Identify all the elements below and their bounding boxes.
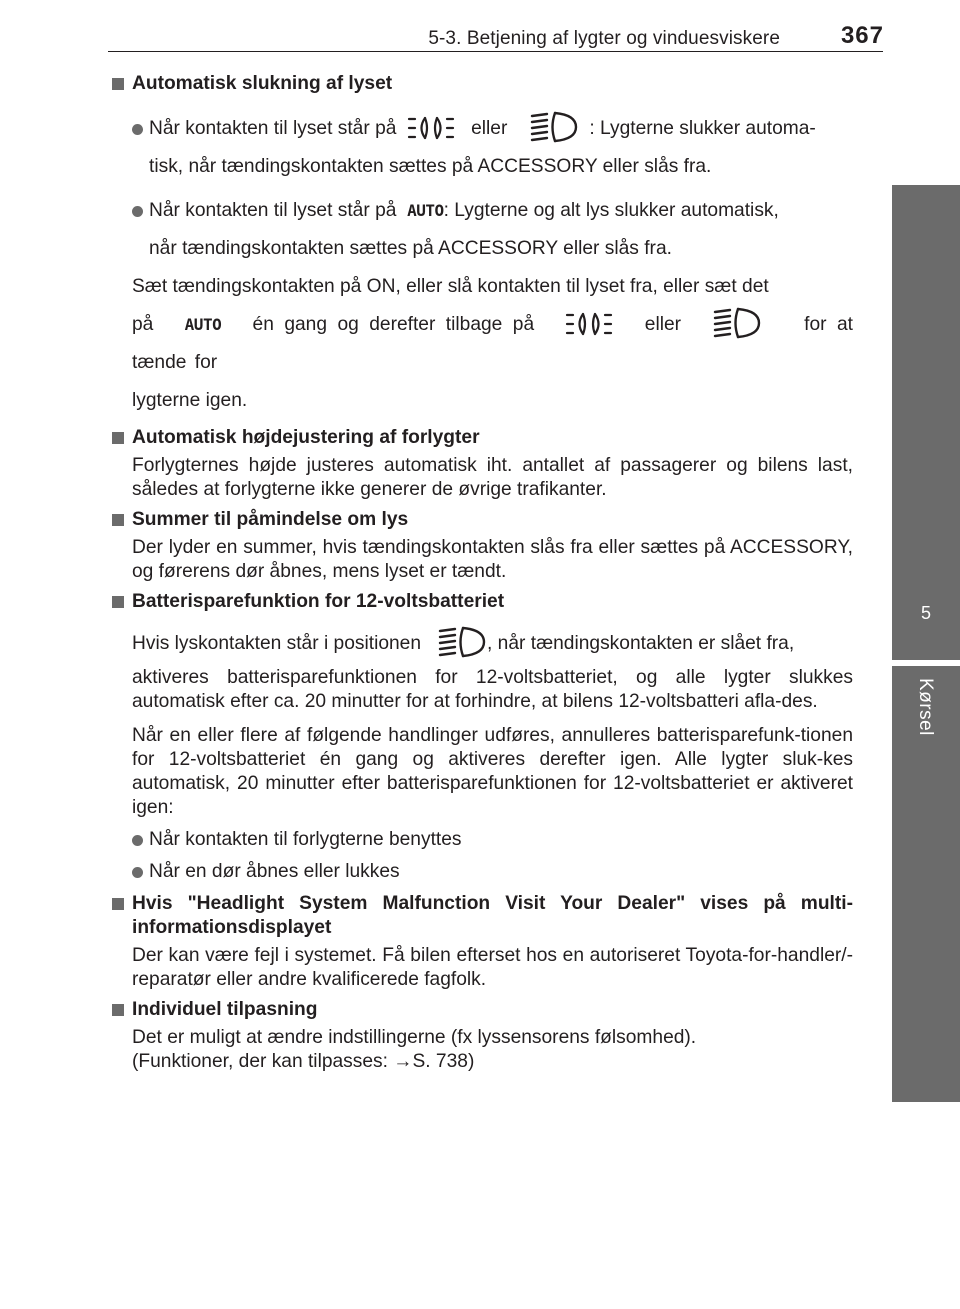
page-content	[112, 72, 853, 1074]
chapter-label-tab	[892, 666, 960, 1102]
paragraph: Når en eller flere af følgende handlinger udføres, annulleres batterisparefunk-tionen for 12-voltsbatteriet én gang og aktiveres derefter igen. Alle lygter sluk-kes automatisk, 20 minutter efter batterisparefunktionen for 12-voltsbatteriet er aktiveret igen:	[132, 725, 853, 818]
circle-bullet-icon	[132, 835, 143, 846]
chapter-label: Kørsel	[915, 678, 936, 736]
section-heading	[112, 590, 853, 614]
paragraph: (Funktioner, der kan tilpasses: →S. 738)	[132, 1051, 475, 1072]
square-bullet-icon	[112, 596, 124, 608]
page-number: 367	[840, 22, 884, 49]
bullet-item: Når kontakten til lyset står på eller : Lygterne slukker automa- tisk, når tændingskontakten sættes på ACCESSORY eller slås fra.	[112, 110, 853, 186]
heading-text: Automatisk højdejustering af forlygter	[132, 427, 480, 448]
chapter-number-tab	[892, 185, 960, 660]
bullet-item: Når en dør åbnes eller lukkes	[112, 860, 853, 884]
square-bullet-icon	[112, 78, 124, 90]
paragraph: aktiveres batterisparefunktionen for 12-voltsbatteriet, og alle lygter slukkes automatisk efter ca. 20 minutter for at forhindre, at bilens 12-voltsbatteri afla-des.	[132, 667, 853, 712]
section-heading	[112, 998, 853, 1022]
bullet-item: Når kontakten til forlygterne benyttes	[112, 828, 853, 852]
section-title: 5-3. Betjening af lygter og vinduesviskere	[428, 28, 780, 49]
square-bullet-icon	[112, 514, 124, 526]
heading-text: Hvis "Headlight System Malfunction Visit Your Dealer" vises på multi-informationsdisplayet	[132, 893, 853, 938]
headlight-icon	[712, 307, 762, 339]
section-heading	[112, 72, 853, 96]
paragraph: Hvis lyskontakten står i positionen , når tændingskontakten er slået fra,	[112, 626, 853, 662]
paragraph: Der kan være fejl i systemet. Få bilen efterset hos en autoriseret Toyota-for-handler/-reparatør eller andre kvalificerede fagfolk.	[132, 945, 853, 990]
section-heading	[112, 426, 853, 450]
page-header	[0, 0, 960, 60]
header-rule	[108, 51, 883, 52]
headlight-icon	[437, 626, 487, 658]
heading-text: Summer til påmindelse om lys	[132, 509, 409, 530]
paragraph: Sæt tændingskontakten på ON, eller slå kontakten til lyset fra, eller sæt det på AUTO én gang og derefter tilbage på eller for at tænde for lygterne igen.	[132, 276, 853, 411]
section-heading	[112, 508, 853, 532]
heading-text: Individuel tilpasning	[132, 999, 318, 1020]
square-bullet-icon	[112, 1004, 124, 1016]
headlight-icon	[529, 111, 579, 143]
section-heading	[112, 892, 853, 940]
parking-lights-icon	[565, 309, 613, 339]
circle-bullet-icon	[132, 124, 143, 135]
auto-label: AUTO	[184, 315, 222, 334]
heading-text: Batterisparefunktion for 12-voltsbatteriet	[132, 591, 505, 612]
paragraph: Der lyder en summer, hvis tændingskontakten slås fra eller sættes på ACCESSORY, og førerens dør åbnes, mens lyset er tændt.	[132, 537, 853, 582]
heading-text: Automatisk slukning af lyset	[132, 73, 393, 94]
square-bullet-icon	[112, 432, 124, 444]
circle-bullet-icon	[132, 206, 143, 217]
chapter-number: 5	[920, 603, 931, 623]
paragraph: Forlygternes højde justeres automatisk iht. antallet af passagerer og bilens last, således at forlygterne ikke generer de øvrige trafikanter.	[132, 455, 853, 500]
auto-label: AUTO	[407, 201, 444, 220]
paragraph: Det er muligt at ændre indstillingerne (fx lyssensorens følsomhed).	[132, 1027, 697, 1048]
parking-lights-icon	[407, 113, 455, 143]
square-bullet-icon	[112, 898, 124, 910]
circle-bullet-icon	[132, 867, 143, 878]
bullet-item: Når kontakten til lyset står på AUTO: Lygterne og alt lys slukker automatisk, når tændingskontakten sættes på ACCESSORY eller slås fra.	[112, 192, 853, 268]
